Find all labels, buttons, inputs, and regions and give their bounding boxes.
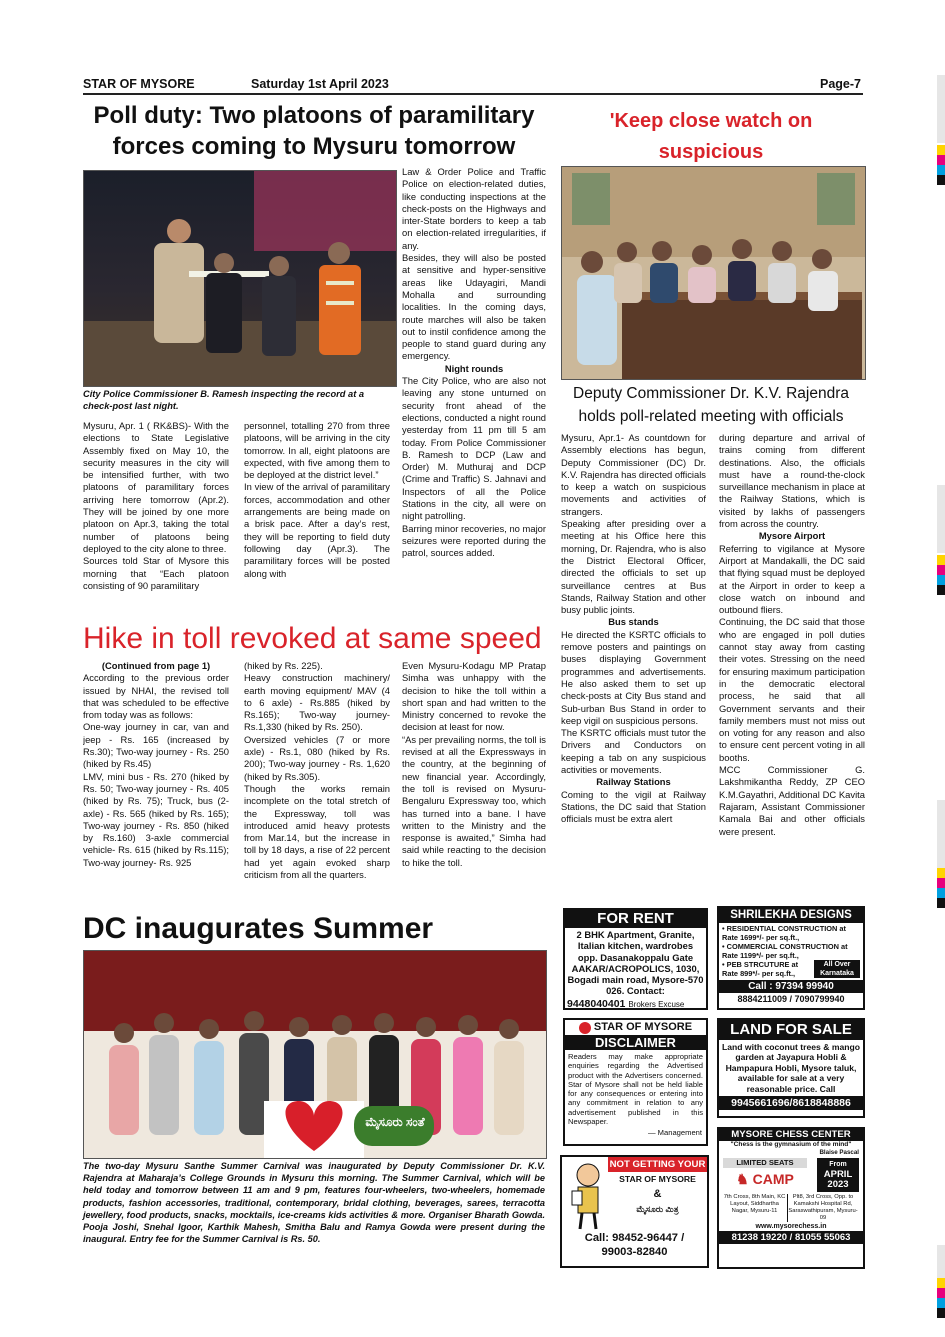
story1-column-3b: The City Police, who are also not leaving any stone unturned on security front ahead of the elections, conducted a night round yesterday from 11 pm till 5 am today. From Police Commissioner B. Ramesh to DCP (Law and Order) M. Muthuraj and DCP (Crime and Traffic) S. Jahnavi and Inspectors of all the Police Stations in the city, all were on night patrolling. Barring minor recoveries, no major seizures were reported during the patrol, sources added. [402, 375, 546, 559]
issue-date: Saturday 1st April 2023 [251, 77, 389, 91]
disclaimer-title: DISCLAIMER [565, 1035, 706, 1050]
story2-column-2b: Referring to vigilance at Mysore Airport at Mandakalli, the DC said that flying squad must be deployed at the Airport in order to keep a close watch on inbound and outbound fliers. Continuing, the DC said that those who are engaged in poll duties cannot stay away from casting their votes. Stressing on the need for ensuring maximum participation in the democratic electoral process, he said that all Government servants and their family members must not miss out on voting for any reason and also to ensure cent percent voting in all booths. MCC Commissioner G. Lakshmikantha Reddy, ZP CEO K.M.Gayathri, Additional DC Kavita Rajaram, Assistant Commissioner Kamala Bai and other officials were present. [719, 542, 865, 837]
police-checkpost-photo [83, 170, 397, 387]
mysore-airport-subhead: Mysore Airport [758, 530, 826, 542]
chess-seats: LIMITED SEATS [723, 1158, 807, 1168]
disclaimer-logo-row [565, 1020, 706, 1035]
chess-address-2: Plt8, 3rd Cross, Opp. to Kamakshi Hospital Rd, Saraswathipuram, Mysuru-09 [788, 1194, 858, 1221]
police-checkpost-illustration [84, 171, 396, 386]
disclaimer-ad [563, 1018, 708, 1146]
chess-camp-row [719, 1156, 863, 1194]
chess-address-1: 7th Cross, 8th Main, KC Layout, Siddhartha Nagar, Mysuru-11 [722, 1194, 788, 1222]
chess-address-row [719, 1194, 863, 1222]
toll-headline: Hike in toll revoked at same speed [83, 622, 542, 655]
masthead-rule [83, 93, 863, 95]
registration-bar-cmyk-2 [937, 555, 945, 595]
dc-meeting-photo [561, 166, 866, 380]
for-rent-title: FOR RENT [565, 910, 706, 928]
registration-bar-gray-3 [937, 800, 945, 868]
chess-title: MYSORE CHESS CENTER [719, 1129, 863, 1141]
carnival-group-illustration [84, 951, 546, 1158]
land-title: LAND FOR SALE [719, 1020, 863, 1040]
paper-name: STAR OF MYSORE [83, 77, 195, 91]
story1-headline-line1: Poll duty: Two platoons of paramilitary [93, 102, 535, 129]
bus-stands-subhead: Bus stands [608, 616, 659, 628]
not-getting-top-row [562, 1157, 707, 1231]
shrilekha-designs-ad [717, 906, 865, 1010]
story2-column-1 [561, 432, 706, 826]
land-body: Land with coconut trees & mango garden at Jayapura Hobli & Hampapura Hobli, Mysore taluk, available for sale at a very reasonable price. Call [722, 1042, 860, 1094]
story2-column-2 [719, 432, 865, 838]
chess-attrib: Blaise Pascal [819, 1149, 859, 1156]
for-rent-phone: 9448040401 [567, 997, 626, 1010]
story1-column-2: personnel, totalling 270 from three platoons, will be arriving in the city tomorrow. In all, eight platoons are expected, with five among them to be deployed at the district level.” In view of the arrival of paramilitary forces, accommodation and other arrangements are being made on a brisk pace. After a day’s rest, they will be reporting to field duty following day (Apr.3). The paramilitary forces will be posted along with [244, 420, 390, 579]
chess-month: APRIL [823, 1169, 853, 1180]
not-getting-call: Call: 98452-96447 / [584, 1232, 685, 1244]
toll-column-2: (hiked by Rs. 225). Heavy construction machinery/ earth moving equipment/ MAV (4 to 6 axle) - Rs.885 (hiked by Rs.165); Two-way journey-Rs.1,330 (hiked by Rs. 250). Oversized vehicles (7 or more axle) - Rs.1, 080 (hiked by Rs. 200); Two-way journey - Rs. 1,620 (hiked by Rs.305). Though the works remain incomplete on the total stretch of the Expressway, toll was introduced amid heavy protests from Mar.14, but the increase in toll by 18 days, a rise of 22 percent had yet again evoked sharp criticism from all the quarters. [244, 660, 390, 881]
story1-caption-line2: check-post last night. [83, 401, 179, 411]
chess-tagline: "Chess is the gymnasium of the mind" [730, 1141, 852, 1148]
for-rent-ad [563, 908, 708, 1010]
shrilekha-peb-row [722, 960, 860, 978]
for-rent-contact [565, 998, 706, 1010]
land-phones: 9945661696/8618848886 [719, 1096, 863, 1110]
not-getting-title: NOT GETTING YOUR [609, 1159, 706, 1170]
registration-bar-cmyk-4 [937, 1278, 945, 1318]
story2-column-2a: during departure and arrival of trains coming from different destinations. Also, the officials must have a round-the-clock surveillance mechanism in place at the Railway Stations, which is visited by lakhs of passengers from across the country. [719, 432, 865, 530]
chess-piece-icon: ♞ [736, 1171, 749, 1187]
story2-column-1c: Coming to the vigil at Railway Stations, the DC said that Station officials must be extra alert [561, 788, 706, 825]
for-rent-body: 2 BHK Apartment, Granite, Italian kitchen, wardrobes opp. Dasanakoppalu Gate AAKAR/ACROPOLICS, 1030, Bogadi main road, Mysore-570 026. Contact: [567, 929, 704, 997]
story2-headline-line1: 'Keep close watch on suspicious [609, 110, 813, 163]
not-getting-amp: & [653, 1188, 662, 1200]
shrilekha-residential: • RESIDENTIAL CONSTRUCTION at Rate 1699*/- per sq.ft., [722, 924, 846, 942]
paperboy-icon [568, 1161, 608, 1231]
not-getting-paper-ad [560, 1155, 709, 1268]
story1-column-1: Mysuru, Apr. 1 ( RK&BS)- With the elections to State Legislative Assembly fixed on May 10, the security measures in the city will be intensified further, with two platoons of paramilitary forces arriving here tomorrow (Apr.2). They will be joined by one more platoon on Apr.3, taking the total number of platoons being deployed to the city alone to three. Sources told Star of Mysore this morning that “Each platoon consisting of 90 paramilitary [83, 420, 229, 591]
toll-column-1-text: According to the previous order issued by NHAI, the revised toll that was scheduled to be effective from today was as follows: One-way journey in car, van and jeep - Rs. 165 (increased by Rs.30); Two-way journey - Rs. 250 (hiked by Rs.45) LMV, mini bus - Rs. 270 (hiked by Rs. 50; Two-way journey - Rs. 405 (hiked by Rs. 75); Truck, bus (2-axle) - Rs. 565 (hiked by Rs. 165); Two-way journey - Rs. 850 (hiked by Rs.160) 3-axle commercial vehicle- Rs. 615 (hiked by Rs.115); Two-way journey- Rs. 925 [83, 672, 229, 868]
story1-headline-line2: forces coming to Mysuru tomorrow [112, 133, 516, 160]
carnival-caption: The two-day Mysuru Santhe Summer Carnival was inaugurated by Deputy Commissioner Dr. K.V. Rajendra at Maharaja’s College Grounds in Mysuru this morning. The Summer Carnival, which will be held today and tomorrow between 11 am and 9 pm, features four-wheelers, two-wheelers, homemade products, fashion accessories, traditional, contemporary, bridal clothing, beverages, sarees, terracotta jewellery, food products, snacks, mocktails, ice-creams kids activities & more. Organiser Bharath Gowda. Pooja Joshi, Snehal Igoor, Karthik Mahesh, Smitha Balu and Ramya Gowda were present during the inaugural. Entry fee for the Summer Carnival is Rs. 50. [83, 1161, 545, 1245]
chess-from: From [829, 1161, 847, 1168]
disclaimer-logo: STAR OF MYSORE [593, 1021, 693, 1033]
shrilekha-phones: 8884211009 / 7090799940 [737, 994, 845, 1004]
story2-caption [557, 382, 865, 428]
shrilekha-badge: All Over Karnataka [814, 960, 860, 978]
santhe-sign: ಮೈಸೂರು ಸಂತೆ [365, 1115, 425, 1129]
chess-camp-block [723, 1158, 807, 1192]
toll-column-1 [83, 660, 229, 908]
chess-center-ad [717, 1127, 865, 1269]
shrilekha-commercial: • COMMERCIAL CONSTRUCTION at Rate 1199*/- per sq.ft., [722, 942, 848, 960]
for-rent-note: Brokers Excuse [628, 999, 685, 1009]
dc-meeting-illustration [562, 167, 865, 379]
night-rounds-subhead: Night rounds [444, 362, 504, 374]
shrilekha-rates [719, 923, 863, 979]
story2-column-1a: Mysuru, Apr.1- As countdown for Assembly elections has begun, Deputy Commissioner (DC) Dr. K.V. Rajendra has directed officials to keep a watch on suspicious movements and activities of strangers. Speaking after presiding over a meeting at his Office here this morning, Dr. Rajendra, who is also the District Electoral Officer, directed the officials to set up surveillance centres at Bus Stands, Railway Station and other busy public joints. [561, 432, 706, 616]
page-number: Page-7 [820, 77, 861, 91]
not-getting-paper2: ಮೈಸೂರು ಮಿತ್ರ [636, 1204, 679, 1214]
toll-column-3: Even Mysuru-Kodagu MP Pratap Simha was unhappy with the decision to hike the toll within a short span and had written to the Ministry concerned to revoke the decision at least for now. “As per prevailing norms, the toll is revised at all the Expressways in the country, at the beginning of new financial year. Accordingly, the toll is revised on Mysuru- Bengaluru Expressway too, which has turned into a bane. I have written to the Ministry and the response is awaited,” Simha had said while reacting to the decision to hike the toll. [402, 660, 546, 868]
continued-note: (Continued from page 1) [101, 660, 211, 671]
registration-bar-cmyk-1 [937, 145, 945, 185]
carnival-headline: DC inaugurates Summer [83, 912, 434, 945]
registration-bar-cmyk-3 [937, 868, 945, 908]
chess-date-box [817, 1158, 859, 1192]
chess-camp [723, 1168, 807, 1190]
story1-headline [83, 100, 545, 162]
story1-caption [83, 388, 395, 412]
chess-camp-word: CAMP [752, 1171, 794, 1187]
railway-stations-subhead: Railway Stations [596, 776, 671, 788]
land-for-sale-ad [717, 1018, 865, 1118]
disclaimer-body: Readers may make appropriate enquiries regarding the Advertised product with the Advertisers concerned. Star of Mysore shall not be held liable for any consequences or entering into any commitment in relation to any advertisement published in this Newspaper. [568, 1052, 703, 1127]
carnival-photo [83, 950, 547, 1159]
shrilekha-call: Call : 97394 99940 [719, 980, 863, 993]
story1-caption-line1: City Police Commissioner B. Ramesh inspecting the record at a [83, 389, 365, 399]
chess-phones: 81238 19220 / 81055 55063 [719, 1231, 863, 1244]
story1-column-3 [402, 166, 546, 560]
disclaimer-sign: — Management [647, 1128, 702, 1138]
story1-column-3a: Law & Order Police and Traffic Police on election-related duties, like conducting inspections at the check-posts on the Highways and inter-State borders to keep a tab on election-related irregularities, if any. Besides, they will also be posted at sensitive and hyper-sensitive areas like Udayagiri, Mandi Mohalla and surrounding localities. In the coming days, route marches will also be taken out to instil confidence among the people to stand guard during any emergency. [402, 166, 546, 362]
not-getting-text [608, 1157, 707, 1231]
chess-website: www.mysorechess.in [755, 1223, 827, 1230]
chess-year: 2023 [827, 1179, 849, 1190]
star-logo-icon [579, 1022, 591, 1034]
story2-column-1b: He directed the KSRTC officials to remove posters and paintings on buses displaying Government programmes and advertisements. He also asked them to set up check-posts at City Bus stand and Sub-urban Bus Stand in order to keep vigil on suspicious persons. The KSRTC officials must tutor the Drivers and Conductors on keeping a tab on any suspicious activities or movements. [561, 628, 706, 776]
paperboy-illustration [568, 1161, 608, 1231]
story2-caption-line2: holds poll-related meeting with officials [578, 408, 844, 425]
not-getting-paper1: STAR OF MYSORE [619, 1174, 696, 1184]
registration-bar-gray-2 [937, 485, 945, 553]
not-getting-call-2: 99003-82840 [601, 1246, 668, 1258]
shrilekha-title: SHRILEKHA DESIGNS [719, 908, 863, 923]
registration-bar-gray [937, 75, 945, 143]
shrilekha-peb: • PEB STRCUTURE at Rate 899*/- per sq.ft., [722, 960, 799, 978]
story2-caption-line1: Deputy Commissioner Dr. K.V. Rajendra [573, 385, 849, 402]
